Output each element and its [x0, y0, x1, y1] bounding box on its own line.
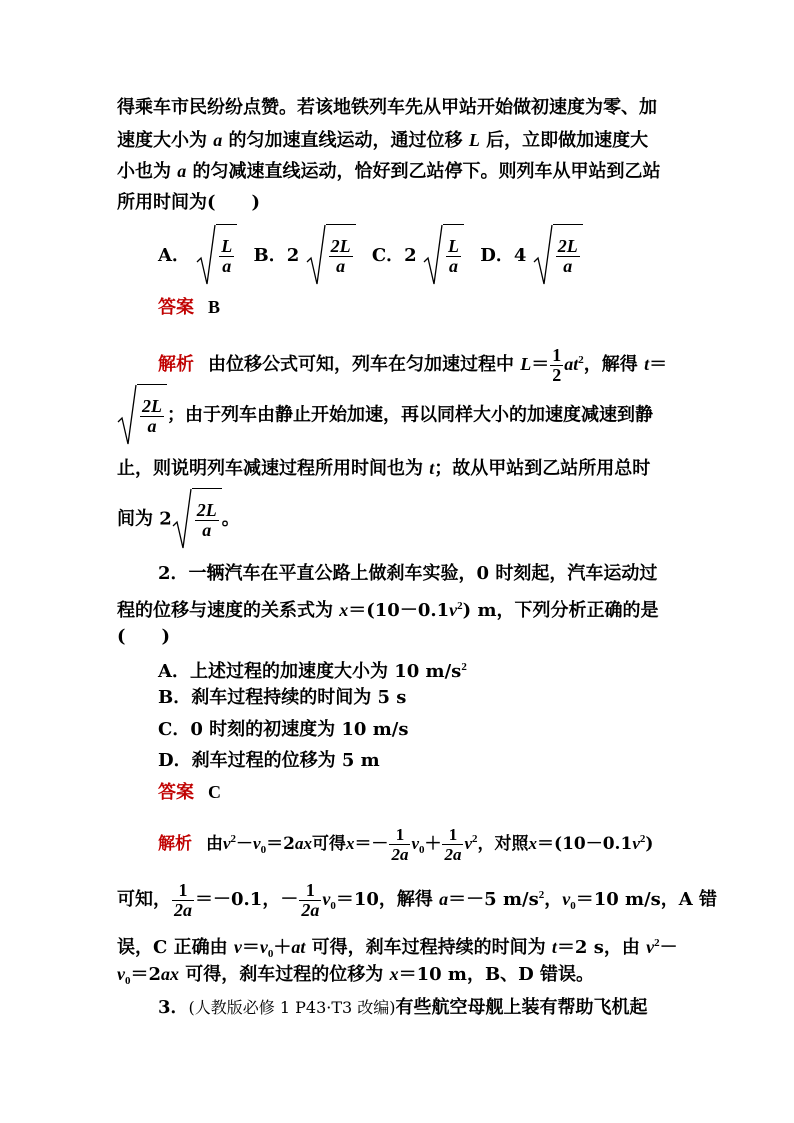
q2-analysis-line-4: $v_0=2ax$ 可得，刹车过程的位移为 x＝10 m，B、D 错误。 [117, 964, 595, 987]
sqrt-2L-over-a: $\frac{2L}{a}$ [306, 224, 356, 287]
sqrt-2L-over-a: $\frac{2L}{a}$ [533, 224, 583, 287]
q1-line-4: 所用时间为( ) [117, 192, 261, 213]
q2-option-a: A．上述过程的加速度大小为 10 $m/s^2$ [158, 661, 467, 682]
q2-analysis-line-2: 可知， $\frac{1}{2a}$ ＝－0.1，－ $\frac{1}{2a}$ $v_0=10$，解得 a＝－5 $m/s^2$，$v_0=10$ m/s，A 错 [117, 879, 718, 920]
answer-label: 答案 [158, 297, 194, 318]
sqrt-2L-over-a: $\frac{2L}{a}$ [172, 488, 222, 551]
q1-option-b: B．2 $\frac{2L}{a}$ [254, 245, 356, 266]
q1-analysis-line-2: $\frac{2L}{a}$ ；由于列车由静止开始加速，再以同样大小的加速度减速到静 [117, 384, 676, 446]
q2-analysis-line-1: 解析 由$v^2-v_0=2ax$可得x＝－ $\frac{1}{2a}$ $v_0+$ $\frac{1}{2a}$ $v^2$，对照$x=(10-0.1v^2)$ [158, 825, 654, 864]
q1-answer: 答案 B [158, 297, 221, 318]
q2-option-c: C．0 时刻的初速度为 10 m/s [158, 719, 409, 740]
answer-label: 答案 [158, 782, 194, 803]
q3-line-1: 3．(人教版必修 1 P43·T3 改编)有些航空母舰上装有帮助飞机起 [158, 997, 648, 1018]
q2-option-d: D．刹车过程的位移为 5 m [158, 750, 380, 771]
sqrt-L-over-a: $\frac{L}{a}$ [196, 224, 237, 287]
analysis-label: 解析 [158, 834, 192, 854]
q2-line-3: ( ) [117, 626, 171, 647]
q1-analysis-line-1: 解析 由位移公式可知，列车在匀加速过程中 L＝ $\frac{1}{2}$ $at^2$，解得 t＝ [158, 344, 668, 385]
q2-line-2: 程的位移与速度的关系式为 $x=(10-0.1v^2)$ m，下列分析正确的是 [117, 600, 659, 621]
q1-line-1: 得乘车市民纷纷点赞。若该地铁列车先从甲站开始做初速度为零、加 [117, 97, 657, 118]
q2-answer: 答案 C [158, 782, 221, 803]
q1-option-d: D．4 $\frac{2L}{a}$ [480, 245, 582, 266]
q1-options [158, 224, 676, 286]
analysis-label: 解析 [158, 354, 194, 375]
q1-option-a: A． $\frac{L}{a}$ [158, 245, 237, 266]
sqrt-2L-over-a: $\frac{2L}{a}$ [117, 384, 167, 447]
sqrt-L-over-a: $\frac{L}{a}$ [423, 224, 464, 287]
q1-line-3: 小也为 a 的匀减速直线运动，恰好到乙站停下。则列车从甲站到乙站 [117, 161, 661, 182]
q1-line-2: 速度大小为 a 的匀加速直线运动，通过位移 L 后，立即做加速度大 [117, 130, 649, 151]
q2-option-b: B．刹车过程持续的时间为 5 s [158, 687, 407, 708]
q1-analysis-line-4: 间为 2 $\frac{2L}{a}$ 。 [117, 488, 676, 550]
q1-option-c: C．2 $\frac{L}{a}$ [372, 245, 464, 266]
q1-analysis-line-3: 止，则说明列车减速过程所用时间也为 t；故从甲站到乙站所用总时 [117, 458, 651, 479]
q2-line-1: 2．一辆汽车在平直公路上做刹车实验，0 时刻起，汽车运动过 [158, 563, 658, 584]
q2-analysis-line-3: 误，C 正确由 $v=v_0+at$ 可得，刹车过程持续的时间为 t＝2 s，由 $v^2-$ [117, 937, 678, 960]
